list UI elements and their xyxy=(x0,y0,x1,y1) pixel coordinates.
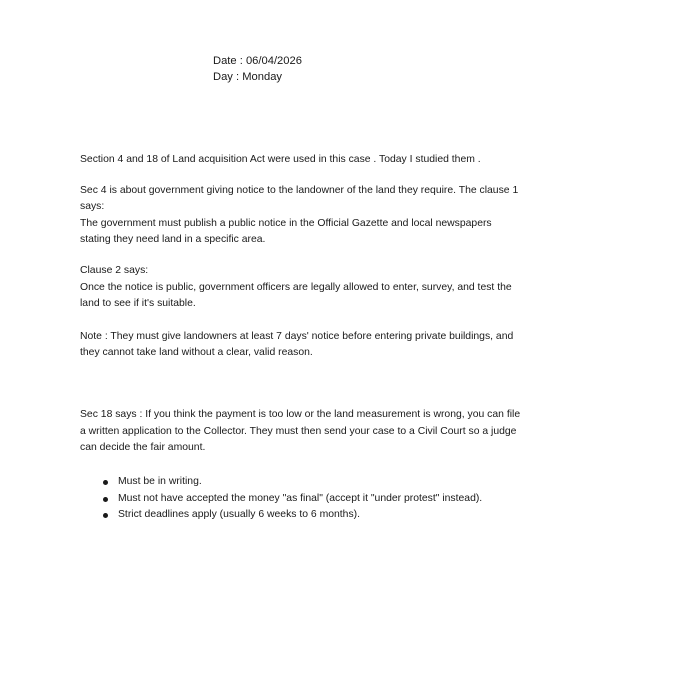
list-item xyxy=(80,474,482,491)
requirements-list xyxy=(80,474,482,524)
sec18-line-2: a written application to the Collector. They must then send your case to a Civil Court so a judge xyxy=(80,426,517,437)
date-line: Date : 06/04/2026 xyxy=(213,55,302,67)
clause2-line-3: land to see if it's suitable. xyxy=(80,298,196,309)
note-line-2: they cannot take land without a clear, valid reason. xyxy=(80,347,313,358)
list-item-text: Must be in writing. xyxy=(118,476,202,487)
list-item xyxy=(80,491,482,508)
day-line: Day : Monday xyxy=(213,71,283,83)
list-item xyxy=(80,507,482,524)
date-header xyxy=(213,53,302,85)
bullet-dot-icon xyxy=(103,497,108,502)
clause2-line-1: Clause 2 says: xyxy=(80,265,149,276)
sec18-line-1: Sec 18 says : If you think the payment is too low or the land measurement is wrong, you can file xyxy=(80,409,521,420)
sec4-line-4: stating they need land in a specific area. xyxy=(80,234,266,245)
sec4-line-3: The government must publish a public notice in the Official Gazette and local newspapers xyxy=(80,218,492,229)
bullet-dot-icon xyxy=(103,513,108,518)
bullet-dot-icon xyxy=(103,480,108,485)
sec4-line-1: Sec 4 is about government giving notice to the landowner of the land they require. The clause 1 xyxy=(80,185,519,196)
list-item-text: Strict deadlines apply (usually 6 weeks to 6 months). xyxy=(118,509,360,520)
clause2-line-2: Once the notice is public, government officers are legally allowed to enter, survey, and test the xyxy=(80,282,512,293)
sec18-line-3: can decide the fair amount. xyxy=(80,442,206,453)
sec4-line-2: says: xyxy=(80,201,105,212)
intro-paragraph: Section 4 and 18 of Land acquisition Act were used in this case . Today I studied them . xyxy=(80,154,481,165)
list-item-text: Must not have accepted the money "as final" (accept it "under protest" instead). xyxy=(118,492,483,504)
note-line-1: Note : They must give landowners at least 7 days' notice before entering private buildings, and xyxy=(80,331,514,342)
